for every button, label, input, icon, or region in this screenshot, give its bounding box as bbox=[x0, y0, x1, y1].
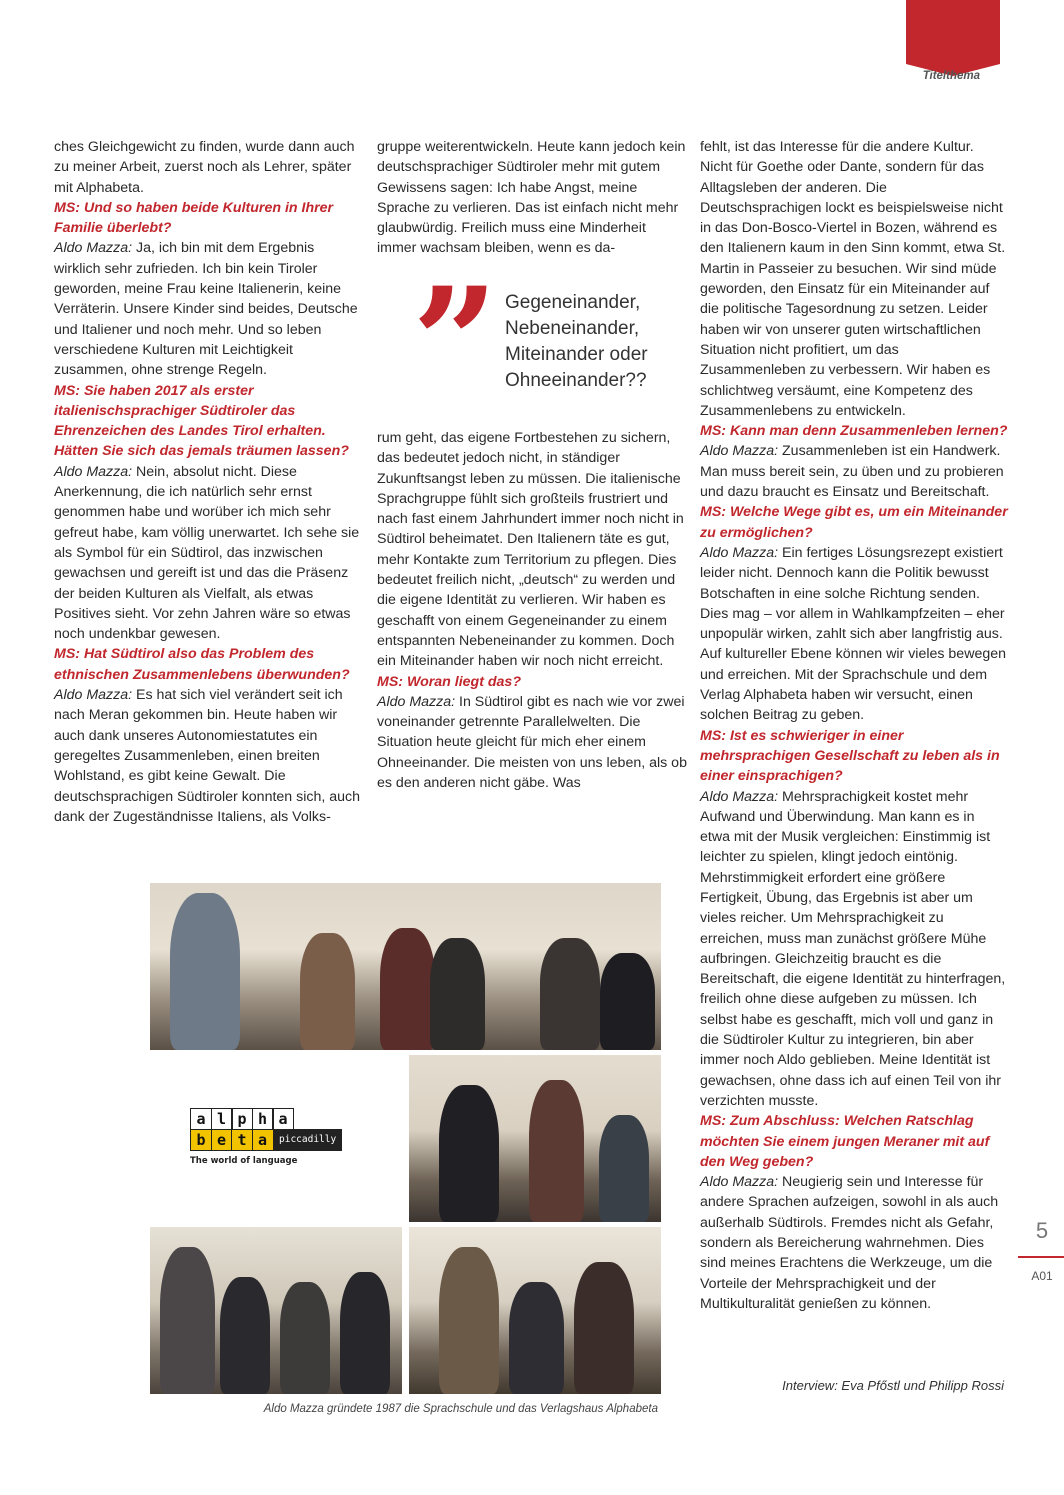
interview-question: MS: Ist es schwieriger in einer mehrsprachigen Gesellschaft zu leben als in einer einsprachigen? bbox=[700, 727, 1000, 785]
speaker-name: Aldo Mazza: bbox=[377, 693, 456, 710]
logo-letter: t bbox=[231, 1129, 253, 1151]
answer-text: Mehrsprachigkeit kostet mehr Aufwand und Überwindung. Man kann es in etwa mit der Musik vergleichen: Einstimmig ist leichter zu spielen, klingt jedoch eintönig. Mehrstimmigkeit erfordert eine größere Fertigkeit, Übung, das Ergebnis ist aber um vieles reicher. Um Mehrsprachigkeit zu erreichen, muss man zunächst größere Mühe aufbringen. Gleichzeitig braucht es die Bereitschaft, die eigene Identität zu hinterfragen, freilich ohne diese aufgeben zu müssen. Ich selbst habe es geschafft, mich voll und ganz in die Südtiroler Kultur zu integrieren, bin aber immer noch Aldo geblieben. Meine Identität ist gewachsen, ohne dass ich auf einen Teil von ihr verzichten musste. bbox=[700, 788, 1006, 1109]
logo-letter: e bbox=[211, 1129, 233, 1151]
article-column-1 bbox=[54, 137, 362, 827]
interview-answer bbox=[377, 137, 687, 259]
speaker-name: Aldo Mazza: bbox=[54, 687, 133, 704]
classroom-photo-1 bbox=[150, 883, 661, 1050]
answer-text: Es hat sich viel verändert seit ich nach Meran gekommen bin. Heute haben wir auch dank unseres Autonomiestatutes ein geregeltes Zusammenleben, einen breiten Wohlstand, es gibt keine Gewalt. Die deutschsprachigen Südtiroler konnten sich, auch dank der Zugeständnisse Italiens, als Volks- bbox=[54, 687, 361, 825]
quote-mark-icon: ” bbox=[412, 255, 499, 431]
logo-row-beta bbox=[190, 1129, 342, 1151]
logo-letter: b bbox=[190, 1129, 212, 1151]
answer-text: fehlt, ist das Interesse für die andere Kultur. Nicht für Goethe oder Dante, sondern für das Alltagsleben der anderen. Die Deutschsprachigen lockt es beispielsweise nicht in das Don-Bosco-Viertel in Bozen, während es den Italienern kaum in den Sinn kommt, etwa St. Martin in Passeier zu besuchen. Wir sind müde geworden, den Einsatz für ein Miteinander auf die politische Tagesordnung zu setzen. Leider haben wir von unserer guten wirtschaftlichen Situation nicht profitiert, um das Zusammenleben zu verbessern. Wir haben es schlichtweg versäumt, eine Kompetenz des Zusammenlebens zu entwickeln. bbox=[700, 139, 1006, 419]
logo-letter: a bbox=[252, 1129, 274, 1151]
answer-text: Nein, absolut nicht. Diese Anerkennung, die ich natürlich sehr ernst genommen habe und worüber ich mich sehr gefreut habe, kam völlig unerwartet. Ich sehe sie als Symbol für ein Südtirol, das inzwischen gewachsen und gereift ist und das die Präsenz der beiden Kulturen als Vielfalt, als etwas Positives sieht. Vor zehn Jahren wäre so etwas noch undenkbar gewesen. bbox=[54, 463, 360, 643]
article-column-2-bottom bbox=[377, 428, 687, 793]
answer-text: Zusammenleben ist ein Handwerk. Man muss bereit sein, zu üben und zu probieren und dazu braucht es Einsatz und Bereitschaft. bbox=[700, 443, 1004, 501]
article-column-3 bbox=[700, 137, 1008, 1314]
classroom-photo-2 bbox=[409, 1055, 661, 1222]
interview-answer bbox=[700, 441, 1008, 502]
speaker-name: Aldo Mazza: bbox=[700, 1174, 779, 1191]
page-number-rule bbox=[1018, 1256, 1064, 1258]
interview-question: MS: Hat Südtirol also das Problem des ethnischen Zusammenlebens überwunden? bbox=[54, 646, 350, 683]
logo-suffix: piccadilly bbox=[273, 1129, 342, 1151]
interview-answer bbox=[377, 692, 687, 793]
logo-tagline: The world of language bbox=[190, 1155, 298, 1166]
logo-letter: p bbox=[231, 1108, 253, 1130]
classroom-photo-3 bbox=[150, 1227, 402, 1394]
interview-question: MS: Sie haben 2017 als erster italienischsprachiger Südtiroler das Ehrenzeichen des Landes Tirol erhalten. Hätten Sie sich das jemals träumen lassen? bbox=[54, 382, 349, 460]
interview-answer bbox=[54, 137, 362, 198]
section-label: Titelthema bbox=[922, 70, 980, 82]
pull-quote: Gegeneinander, Nebeneinander, Miteinander oder Ohneeinander?? bbox=[505, 292, 648, 391]
interview-question: MS: Woran liegt das? bbox=[377, 673, 521, 690]
interview-credit: Interview: Eva Pfőstl und Philipp Rossi bbox=[782, 1378, 1004, 1393]
logo-row-alpha bbox=[190, 1108, 342, 1130]
speaker-name: Aldo Mazza: bbox=[700, 544, 779, 561]
speaker-name: Aldo Mazza: bbox=[700, 443, 779, 460]
alphabeta-logo bbox=[190, 1108, 342, 1166]
speaker-name: Aldo Mazza: bbox=[700, 788, 779, 805]
article-column-2-top bbox=[377, 137, 687, 259]
page-code: A01 bbox=[1031, 1269, 1053, 1283]
interview-answer bbox=[700, 1172, 1008, 1314]
answer-text: In Südtirol gibt es nach wie vor zwei voneinander getrennte Parallelwelten. Die Situation heute gleicht für mich eher einem Ohneeinander. Die meisten von uns leben, als ob es den anderen nicht gäbe. Was bbox=[377, 693, 687, 792]
interview-question: MS: Welche Wege gibt es, um ein Miteinander zu ermöglichen? bbox=[700, 504, 1008, 541]
answer-text: rum geht, das eigene Fortbestehen zu sichern, das bedeutet jedoch nicht, in ständiger Zukunftsangst leben zu müssen. Die italienische Sprachgruppe fühlt sich großteils frustriert und nach fast einem Jahrhundert immer noch nicht in Südtirol beheimatet. Den Italienern täte es gut, mehr Kontakte zum Territorium zu pflegen. Dies bedeutet freilich nicht, „deutsch“ zu werden und die eigene Identität zu verlieren. Wir haben es geschafft von einem Gegeneinander zu einem entspannten Nebeneinander zu kommen. Doch ein Miteinander haben wir noch nicht erreicht. bbox=[377, 430, 684, 670]
interview-answer bbox=[54, 238, 362, 380]
interview-question: MS: Kann man denn Zusammenleben lernen? bbox=[700, 423, 1008, 440]
answer-text: Ein fertiges Lösungsrezept existiert leider nicht. Dennoch kann die Politik bewusst Botschaften in eine solche Richtung senden. Dies mag – vor allem in Wahlkampfzeiten – eher unpopulär wirken, zahlt sich aber langfristig aus. Auf kultureller Ebene können wir vieles bewegen und erreichen. Mit der Sprachschule und dem Verlag Alphabeta haben wir versucht, einen solchen Beitrag zu geben. bbox=[700, 544, 1007, 724]
interview-question: MS: Zum Abschluss: Welchen Ratschlag möchten Sie einem jungen Meraner mit auf den Weg geben? bbox=[700, 1113, 990, 1170]
speaker-name: Aldo Mazza: bbox=[54, 240, 133, 257]
answer-text: ches Gleichgewicht zu finden, wurde dann auch zu meiner Arbeit, zuerst noch als Lehrer, später mit Alphabeta. bbox=[54, 139, 355, 196]
answer-text: Neugierig sein und Interesse für andere Sprachen aufzeigen, sowohl in als auch außerhalb Südtirols. Fremdes nicht als Gefahr, sondern als Bereicherung wahrnehmen. Dies sind meines Erachtens die Werkzeuge, um die Vorteile der Mehrsprachigkeit und der Multikulturalität genießen zu können. bbox=[700, 1174, 999, 1312]
interview-question: MS: Und so haben beide Kulturen in Ihrer Familie überlebt? bbox=[54, 199, 334, 237]
logo-letter: a bbox=[272, 1108, 294, 1130]
interview-answer bbox=[700, 787, 1008, 1112]
logo-letter: l bbox=[211, 1108, 233, 1130]
logo-letter: h bbox=[252, 1108, 274, 1130]
interview-answer bbox=[377, 428, 687, 672]
interview-answer bbox=[700, 543, 1008, 726]
section-tab bbox=[906, 0, 1000, 64]
answer-text: Ja, ich bin mit dem Ergebnis wirklich sehr zufrieden. Ich bin kein Tiroler geworden, meine Frau keine Italienerin, keine Verräterin. Unsere Kinder sind beides, Deutsche und Italiener und noch mehr. Und so leben verschiedene Kulturen mit Leichtigkeit zusammen, ohne strenge Regeln. bbox=[54, 240, 358, 379]
interview-answer bbox=[700, 137, 1008, 421]
interview-answer bbox=[54, 685, 362, 827]
answer-text: gruppe weiterentwickeln. Heute kann jedoch kein deutschsprachiger Südtiroler mehr mit gutem Gewissens sagen: Ich habe Angst, meine Sprache zu verlieren. Das ist einfach nicht mehr glaubwürdig. Freilich muss eine Minderheit immer wachsam bleiben, wenn es da- bbox=[377, 139, 686, 257]
photo-caption: Aldo Mazza gründete 1987 die Sprachschule und das Verlagshaus Alphabeta bbox=[263, 1403, 658, 1415]
classroom-photo-4 bbox=[409, 1227, 661, 1394]
speaker-name: Aldo Mazza: bbox=[54, 463, 133, 480]
interview-answer bbox=[54, 462, 362, 645]
logo-letter: a bbox=[190, 1108, 212, 1130]
page-number: 5 bbox=[1035, 1218, 1049, 1243]
